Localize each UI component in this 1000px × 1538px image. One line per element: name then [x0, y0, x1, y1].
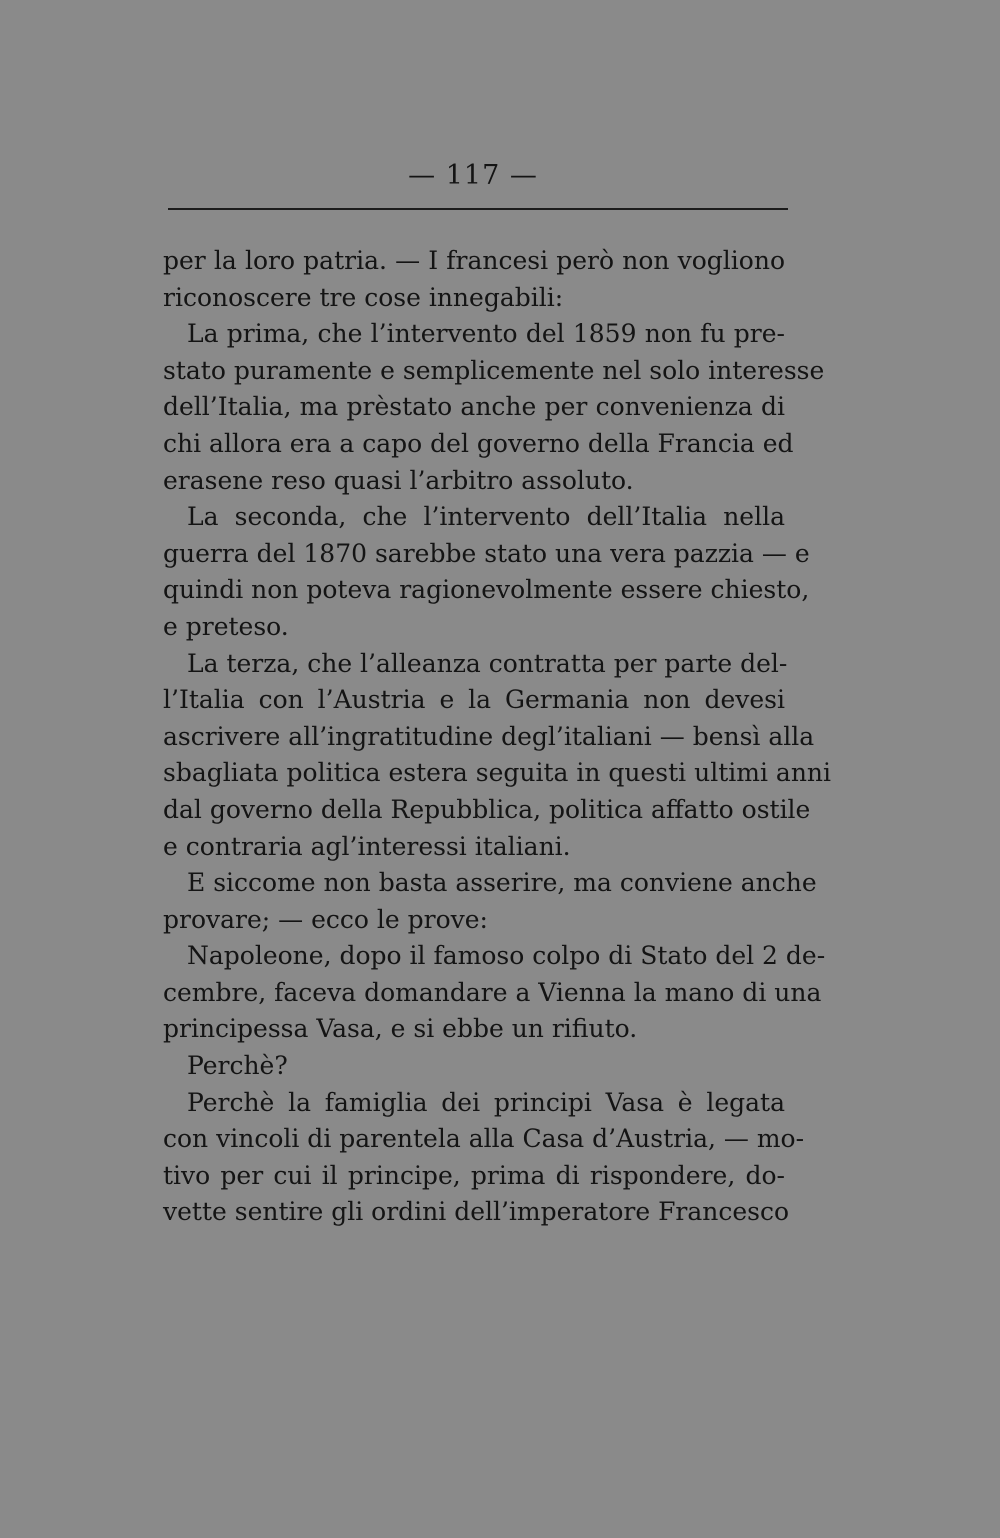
text-line: riconoscere tre cose innegabili: — [163, 282, 564, 312]
text-line: dal governo della Repubblica, politica affatto ostile — [163, 794, 811, 824]
text-line: principessa Vasa, e si ebbe un rifiuto. — [163, 1014, 638, 1044]
text-line: tivo per cui il principe, prima di rispondere, do- — [163, 1160, 785, 1190]
text-line: La prima, che l’intervento del 1859 non fu pre- — [187, 319, 785, 349]
header-rule — [168, 208, 788, 210]
text-line: vette sentire gli ordini dell’imperatore Francesco — [163, 1197, 790, 1227]
text-line: quindi non poteva ragionevolmente essere chiesto, — [163, 575, 810, 605]
text-line: Napoleone, dopo il famoso colpo di Stato del 2 de- — [187, 941, 826, 971]
text-line: provare; — ecco le prove: — [163, 904, 488, 934]
text-line: erasene reso quasi l’arbitro assoluto. — [163, 465, 634, 495]
text-line: ascrivere all’ingratitudine degl’italiani — bensì alla — [163, 721, 815, 751]
text-line: sbagliata politica estera seguita in questi ultimi anni — [163, 758, 832, 788]
text-line: guerra del 1870 sarebbe stato una vera pazzia — e — [163, 538, 810, 568]
text-line: stato puramente e semplicemente nel solo interesse — [163, 355, 825, 385]
body-text — [163, 243, 832, 1231]
text-line: La seconda, che l’intervento dell’Italia nella — [187, 502, 785, 532]
text-line: e contraria agl’interessi italiani. — [163, 831, 571, 861]
text-line: per la loro patria. — I francesi però non vogliono — [163, 246, 785, 275]
text-line: con vincoli di parentela alla Casa d’Austria, — mo- — [163, 1124, 805, 1154]
text-line: dell’Italia, ma prèstato anche per convenienza di — [163, 392, 785, 422]
text-line: chi allora era a capo del governo della Francia ed — [163, 428, 794, 458]
text-line: E siccome non basta asserire, ma conviene anche — [187, 868, 817, 898]
text-line: e preteso. — [163, 611, 289, 641]
text-line: Perchè la famiglia dei principi Vasa è legata — [187, 1087, 785, 1117]
text-line: l’Italia con l’Austria e la Germania non devesi — [163, 685, 785, 715]
text-line: La terza, che l’alleanza contratta per parte del- — [187, 648, 788, 678]
page-number: — 117 — — [408, 160, 538, 191]
text-line: cembre, faceva domandare a Vienna la mano di una — [163, 977, 822, 1007]
text-line: Perchè? — [187, 1051, 288, 1081]
